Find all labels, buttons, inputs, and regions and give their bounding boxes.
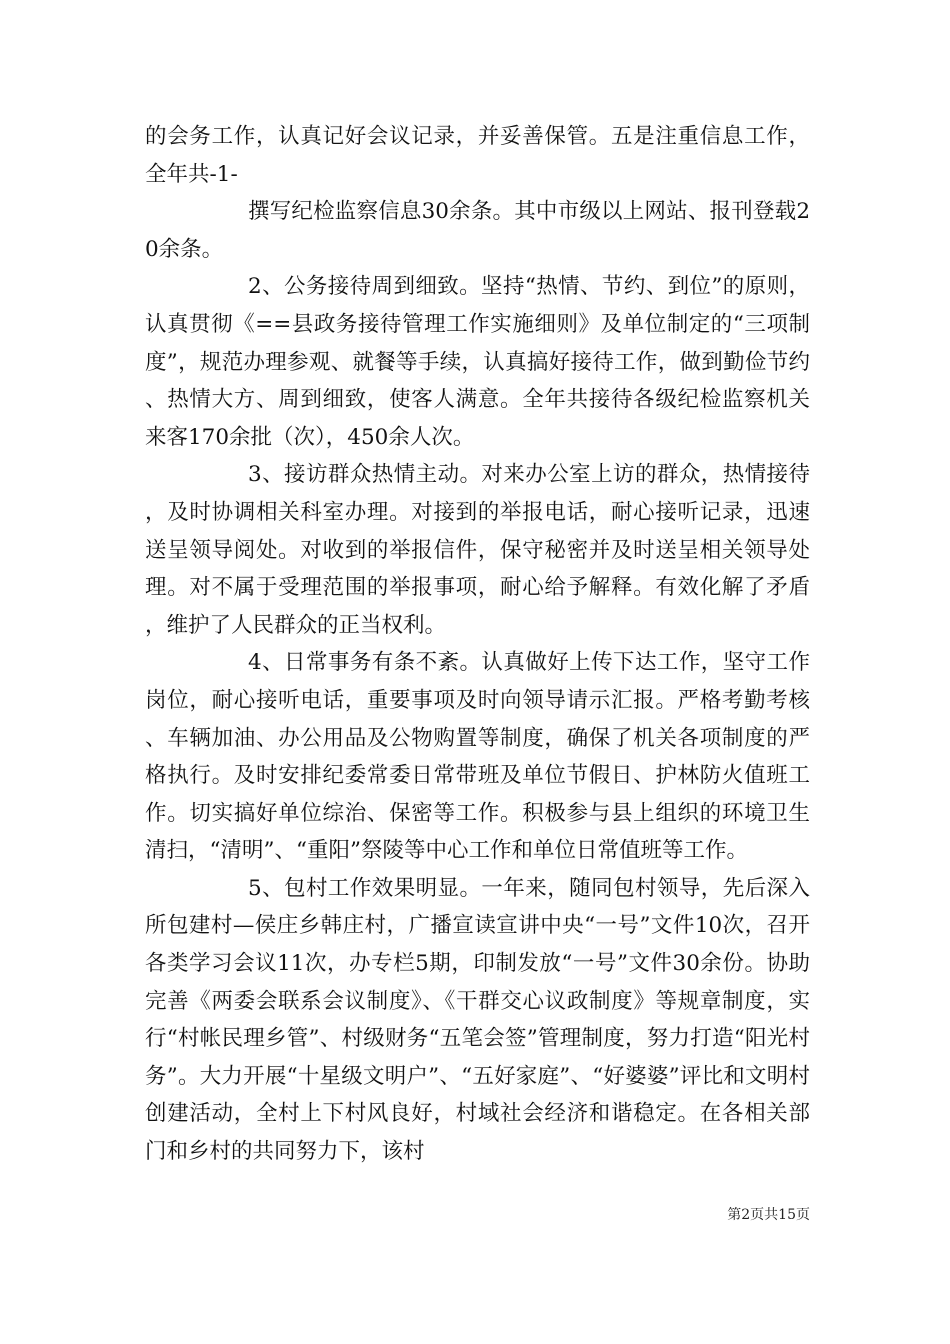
paragraph-continuation: 的会务工作，认真记好会议记录，并妥善保管。五是注重信息工作，全年共-1-	[145, 124, 810, 187]
paragraph-reception: 2、公务接待周到细致。坚持“热情、节约、到位”的原则，认真贯彻《==县政务接待管理工作实施细则》及单位制定的“三项制度”，规范办理参观、就餐等手续，认真搞好接待工作，做到勤俭节约、热情大方、周到细致，使客人满意。全年共接待各级纪检监察机关来客170余批（次），450余人次。	[145, 274, 810, 450]
paragraph-daily-affairs: 4、日常事务有条不紊。认真做好上传下达工作，坚守工作岗位，耐心接听电话，重要事项及时向领导请示汇报。严格考勤考核、车辆加油、办公用品及公物购置等制度，确保了机关各项制度的严格执行。及时安排纪委常委日常带班及单位节假日、护林防火值班工作。切实搞好单位综治、保密等工作。积极参与县上组织的环境卫生清扫，“清明”、“重阳”祭陵等中心工作和单位日常值班等工作。	[145, 650, 810, 864]
paragraph-info-work: 撰写纪检监察信息30余条。其中市级以上网站、报刊登载20余条。	[145, 199, 810, 262]
paragraph-petition: 3、接访群众热情主动。对来办公室上访的群众，热情接待，及时协调相关科室办理。对接到的举报电话，耐心接听记录，迅速送呈领导阅处。对收到的举报信件，保守秘密并及时送呈相关领导处理。对不属于受理范围的举报事项，耐心给予解释。有效化解了矛盾，维护了人民群众的正当权利。	[145, 462, 810, 638]
page-number-footer: 第2页共15页	[727, 1207, 810, 1223]
paragraph-village-work: 5、包村工作效果明显。一年来，随同包村领导，先后深入所包建村—侯庄乡韩庄村，广播宣读宣讲中央“一号”文件10次，召开各类学习会议11次，办专栏5期，印制发放“一号”文件30余份。协助完善《两委会联系会议制度》、《干群交心议政制度》等规章制度，实行“村帐民理乡管”、村级财务“五笔会签”管理制度，努力打造“阳光村务”。大力开展“十星级文明户”、“五好家庭”、“好婆婆”评比和文明村创建活动，全村上下村风良好，村域社会经济和谐稳定。在各相关部门和乡村的共同努力下，该村	[145, 875, 810, 1165]
body-text	[145, 118, 810, 1171]
